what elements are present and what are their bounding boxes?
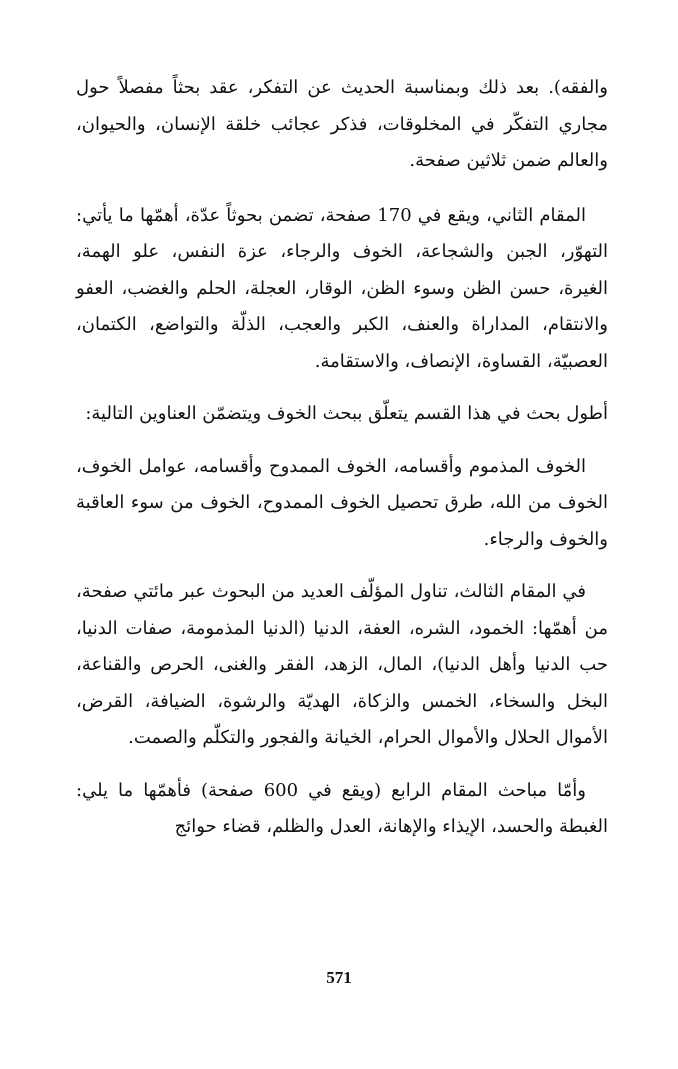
paragraph-3: أطول بحث في هذا القسم يتعلّق ببحث الخوف ويتضمّن العناوين التالية: (85, 403, 608, 424)
page-body (76, 70, 608, 846)
paragraph-2: المقام الثاني، ويقع في 170 صفحة، تضمن بحوثاً عدّة، أهمّها ما يأتي: التهوّر، الجبن والشجاعة، الخوف والرجاء، عزة النفس، علو الهمة، الغيرة، حسن الظن وسوء الظن، الوقار، العجلة، الحلم والغضب، العفو والانتقام، المداراة والعنف، الكبر والعجب، الذلّة والتواضع، الكتمان، العصبيّة، القساوة، الإنصاف، والاستقامة. (76, 204, 608, 372)
paragraph-4: الخوف المذموم وأقسامه، الخوف الممدوح وأقسامه، عوامل الخوف، الخوف من الله، طرق تحصيل الخوف الممدوح، الخوف من سوء العاقبة والخوف والرجاء. (76, 455, 608, 550)
page-number: 571 (326, 968, 352, 987)
paragraph-1: والفقه). بعد ذلك وبمناسبة الحديث عن التفكر، عقد بحثاً مفصلاً حول مجاري التفكّر في المخلوقات، فذكر عجائب خلقة الإنسان، والحيوان، والعالم ضمن ثلاثين صفحة. (76, 77, 608, 171)
paragraph-5: في المقام الثالث، تناول المؤلّف العديد من البحوث عبر مائتي صفحة، من أهمّها: الخمود، الشره، العفة، الدنيا (الدنيا المذمومة، صفات الدنيا، حب الدنيا وأهل الدنيا)، المال، الزهد، الفقر والغنى، الحرص والقناعة، البخل والسخاء، الخمس والزكاة، الهديّة والرشوة، الضيافة، القرض، الأموال الحلال والأموال الحرام، الخيانة والفجور والتكلّم والصمت. (76, 581, 608, 748)
paragraph-6: وأمّا مباحث المقام الرابع (ويقع في 600 صفحة) فأهمّها ما يلي: الغبطة والحسد، الإيذاء والإهانة، العدل والظلم، قضاء حوائج (76, 779, 608, 837)
